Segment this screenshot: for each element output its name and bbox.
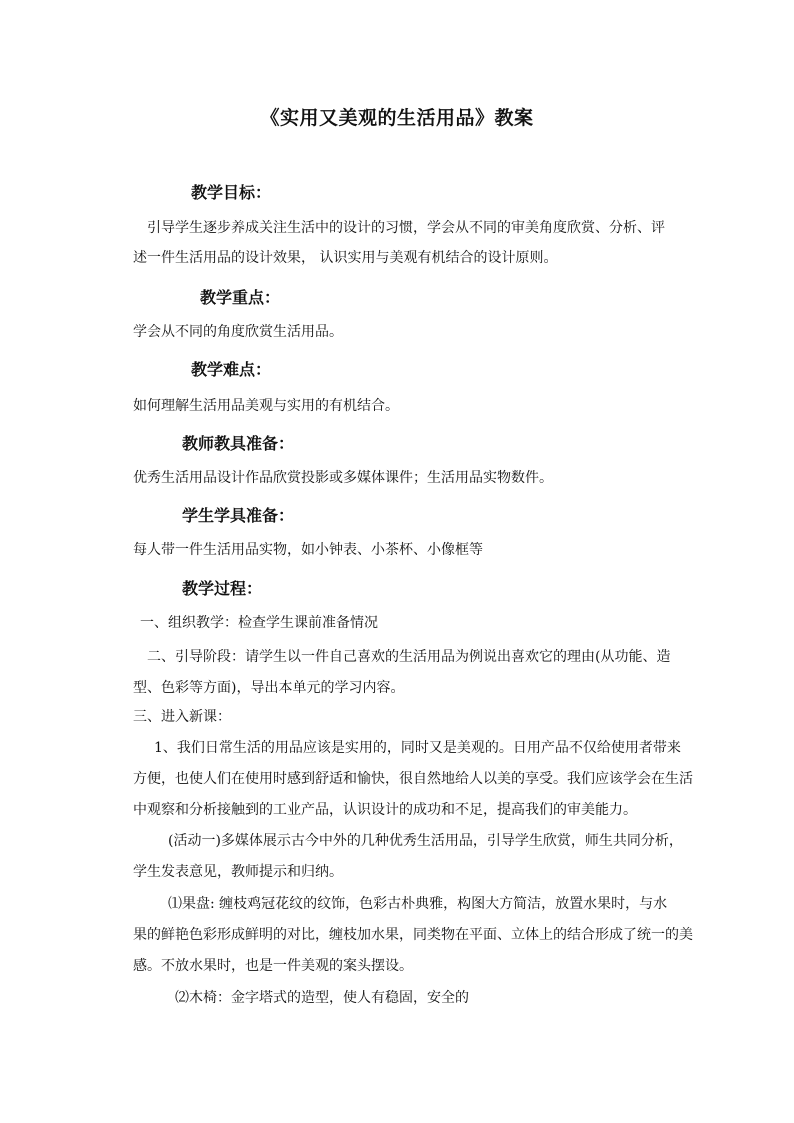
item-wooden-chair: ⑵木椅：金字塔式的造型，使人有稳固，安全的: [175, 990, 469, 1006]
difficult-point-text: 如何理解生活用品美观与实用的有机结合。: [133, 398, 399, 414]
process-step-2: 二、引导阶段：请学生以一件自己喜欢的生活用品为例说出喜欢它的理由(从功能、造: [147, 649, 671, 665]
activity-1: 学生发表意见，教师提示和归纳。: [133, 864, 343, 880]
teaching-goal-text: 述一件生活用品的设计效果， 认识实用与美观有机结合的设计原则。: [133, 250, 558, 266]
teacher-prep-heading: 教师教具准备：: [182, 434, 295, 453]
paragraph-1: 中观察和分析接触到的工业产品，认识设计的成功和不足，提高我们的审美能力。: [133, 802, 637, 818]
key-point-heading: 教学重点：: [200, 288, 281, 307]
key-point-text: 学会从不同的角度欣赏生活用品。: [133, 324, 343, 340]
student-prep-heading: 学生学具准备：: [182, 506, 295, 525]
paragraph-1: 方便，也使人们在使用时感到舒适和愉快，很自然地给人以美的享受。我们应该学会在生活: [133, 771, 693, 787]
process-step-3: 三、进入新课：: [133, 709, 231, 725]
difficult-point-heading: 教学难点：: [191, 360, 272, 379]
item-fruit-plate: 果的鲜艳色彩形成鲜明的对比，缠枝加水果，同类物在平面、立体上的结合形成了统一的美: [133, 927, 693, 943]
teaching-goal-heading: 教学目标：: [191, 183, 272, 202]
teacher-prep-text: 优秀生活用品设计作品欣赏投影或多媒体课件；生活用品实物数件。: [133, 470, 553, 486]
item-fruit-plate: ⑴果盘: 缠枝鸡冠花纹的纹饰，色彩古朴典雅，构图大方简洁，放置水果时，与水: [168, 896, 668, 912]
process-step-1: 一、组织教学：检查学生课前准备情况: [140, 615, 378, 631]
teaching-process-heading: 教学过程：: [182, 579, 263, 598]
activity-1: (活动一)多媒体展示古今中外的几种优秀生活用品，引导学生欣赏，师生共同分析，: [168, 833, 683, 849]
item-fruit-plate: 感。不放水果时，也是一件美观的案头摆设。: [133, 958, 413, 974]
teaching-goal-text: 引导学生逐步养成关注生活中的设计的习惯，学会从不同的审美角度欣赏、分析、评: [147, 220, 665, 236]
document-title: 《实用又美观的生活用品》教案: [260, 107, 534, 129]
student-prep-text: 每人带一件生活用品实物，如小钟表、小茶杯、小像框等: [133, 542, 483, 558]
paragraph-1: 1、我们日常生活的用品应该是实用的，同时又是美观的。日用产品不仅给使用者带来: [154, 740, 681, 756]
process-step-2: 型、色彩等方面)，导出本单元的学习内容。: [133, 680, 405, 696]
